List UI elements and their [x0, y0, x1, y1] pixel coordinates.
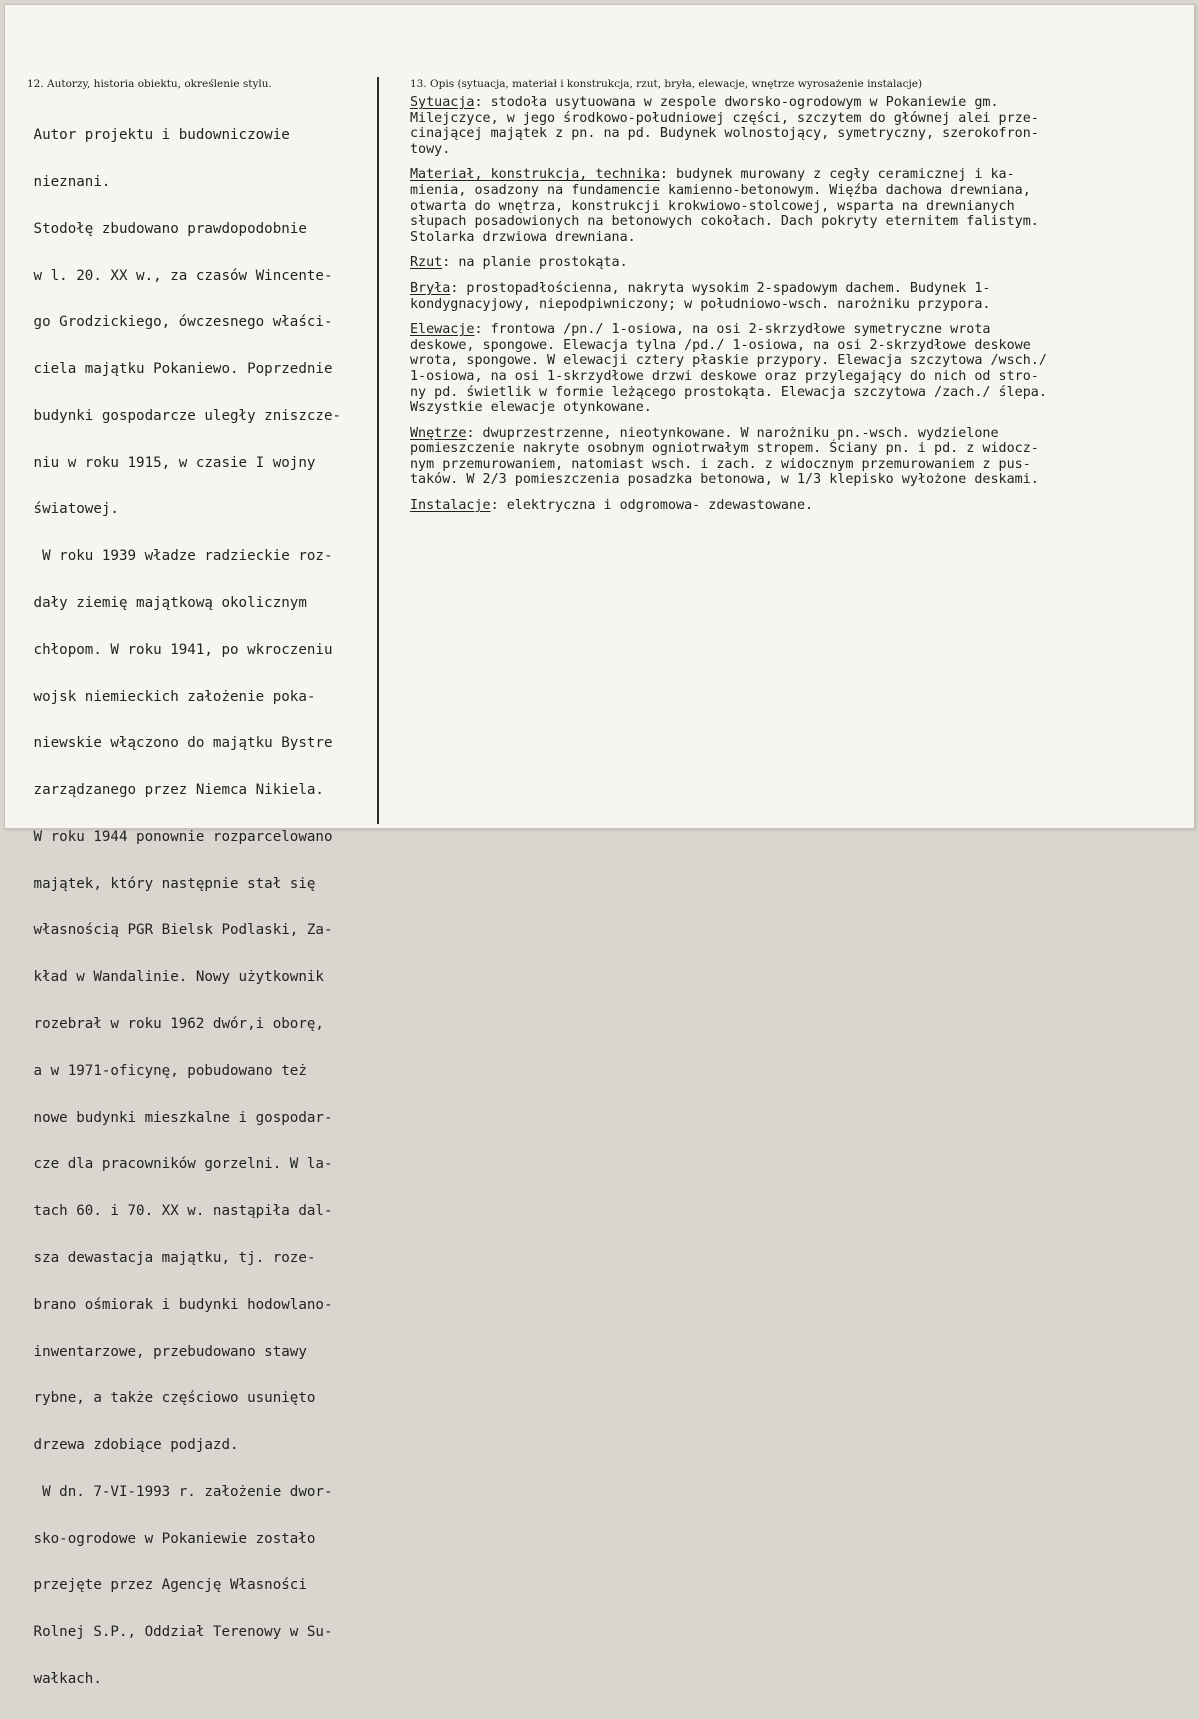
section-first-line: : na planie prostokąta. — [442, 255, 628, 271]
history-line: inwentarzowe, przebudowano stawy — [25, 1343, 307, 1360]
section-label: Instalacje — [410, 498, 491, 514]
history-line: budynki gospodarcze uległy zniszcze- — [25, 407, 342, 424]
section-first-line: : dwuprzestrzenne, nieotynkowane. W narożniku pn.-wsch. wydzielone — [466, 425, 999, 441]
section-line: wrota, spongowe. W elewacji cztery płaskie przypory. Elewacja szczytowa /wsch./ — [410, 353, 1047, 369]
history-line: W dn. 7-VI-1993 r. założenie dwor- — [25, 1483, 333, 1500]
history-line: nieznani. — [25, 173, 111, 190]
history-line: wojsk niemieckich założenie poka- — [25, 688, 316, 705]
history-line: W roku 1939 władze radzieckie roz- — [25, 548, 333, 565]
right-column-heading: 13. Opis (sytuacja, materiał i konstrukcja, rzut, bryła, elewacje, wnętrze wyrosażenie instalacje) — [410, 78, 923, 90]
section-label: Sytuacja — [410, 95, 475, 110]
section-bryla — [410, 281, 1185, 312]
document-card — [4, 4, 1195, 1687]
section-first-line: : elektryczna i odgromowa- zdewastowane. — [490, 498, 814, 514]
section-label: Elewacje — [410, 322, 475, 338]
section-label: Wnętrze — [410, 425, 467, 441]
section-line: nym przemurowaniem, natomiast wsch. i zach. z widocznym przemurowaniem z pus- — [410, 456, 1031, 472]
section-line: deskowe, spongowe. Elewacja tylna /pd./ 1-osiowa, na osi 2-skrzydłowe deskowe — [410, 337, 1031, 353]
section-label: Materiał, konstrukcja, technika — [410, 167, 660, 183]
history-line: kład w Wandalinie. Nowy użytkownik — [25, 969, 324, 986]
section-line: mienia, osadzony na fundamencie kamienno-betonowym. Więźba dachowa drewniana, — [410, 182, 1031, 198]
section-instalacje — [410, 498, 1185, 514]
history-line: a w 1971-oficynę, pobudowano też — [25, 1062, 307, 1079]
section-line: cinającej majątek z pn. na pd. Budynek wolnostojący, symetryczny, szerokofron- — [410, 126, 1039, 142]
history-line: drzewa zdobiące podjazd. — [25, 1437, 239, 1454]
history-line: chłopom. W roku 1941, po wkroczeniu — [25, 641, 333, 658]
section-first-line: : budynek murowany z cegły ceramicznej i ka- — [659, 167, 1015, 183]
history-line: własnością PGR Bielsk Podlaski, Za- — [25, 922, 333, 939]
history-line: światowej. — [25, 501, 119, 518]
history-line: rybne, a także częściowo usunięto — [25, 1390, 316, 1407]
history-line: rozebrał w roku 1962 dwór,i oborę, — [25, 1016, 324, 1033]
section-sytuacja — [410, 95, 1185, 157]
section-line: pomieszczenie nakryte osobnym ogniotrwałym stropem. Ściany pn. i pd. z widocz- — [410, 441, 1039, 457]
history-line: W roku 1944 ponownie rozparcelowano — [25, 828, 333, 845]
history-line: wałkach. — [25, 1670, 102, 1687]
history-line: przejęte przez Agencję Własności — [25, 1577, 307, 1594]
history-line: nowe budynki mieszkalne i gospodar- — [25, 1109, 333, 1126]
section-line: Wszystkie elewacje otynkowane. — [410, 400, 652, 416]
history-line: majątek, który następnie stał się — [25, 875, 316, 892]
history-line: Rolnej S.P., Oddział Terenowy w Su- — [25, 1624, 333, 1641]
section-line: kondygnacyjowy, niepodpiwniczony; w południowo-wsch. narożniku przypora. — [410, 296, 991, 312]
column-divider — [377, 77, 379, 824]
history-line: brano ośmiorak i budynki hodowlano- — [25, 1296, 333, 1313]
section-first-line: : stodoła usytuowana w zespole dworsko-ogrodowym w Pokaniewie gm. — [474, 95, 999, 110]
history-line: cze dla pracowników gorzelni. W la- — [25, 1156, 333, 1173]
section-line: Stolarka drzwiowa drewniana. — [410, 229, 636, 245]
section-first-line: : prostopadłościenna, nakryta wysokim 2-spadowym dachem. Budynek 1- — [450, 280, 991, 296]
section-label: Bryła — [410, 280, 451, 296]
history-line: sza dewastacja majątku, tj. roze- — [25, 1249, 316, 1266]
section-line: otwarta do wnętrza, konstrukcji krokwiowo-stolcowej, wsparta na drewnianych — [410, 198, 1015, 214]
section-line: taków. W 2/3 pomieszczenia posadzka betonowa, w 1/3 klepisko wyłożone deskami. — [410, 472, 1039, 488]
history-line: dały ziemię majątkową okolicznym — [25, 595, 307, 611]
history-line: w l. 20. XX w., za czasów Wincente- — [25, 267, 333, 284]
section-line: Milejczyce, w jego środkowo-południowej części, szczytem do głównej alei prze- — [410, 110, 1039, 126]
history-line: Stodołę zbudowano prawdopodobnie — [25, 220, 307, 237]
section-label: Rzut — [410, 255, 443, 271]
description-text — [410, 95, 1185, 524]
history-text — [25, 97, 377, 1719]
section-line: 1-osiowa, na osi 1-skrzydłowe drzwi deskowe oraz przylegający do nich od stro- — [410, 368, 1039, 384]
history-line: niu w roku 1915, w czasie I wojny — [25, 454, 316, 471]
history-line: ciela majątku Pokaniewo. Poprzednie — [25, 361, 333, 378]
history-line: niewskie włączono do majątku Bystre — [25, 735, 333, 752]
section-line: towy. — [410, 141, 451, 157]
history-line: go Grodzickiego, ówczesnego właści- — [25, 314, 333, 331]
history-line: sko-ogrodowe w Pokaniewie zostało — [25, 1530, 316, 1547]
section-wnetrze — [410, 426, 1185, 488]
history-line: tach 60. i 70. XX w. nastąpiła dal- — [25, 1203, 333, 1220]
history-line: Autor projektu i budowniczowie — [25, 127, 290, 144]
left-column-heading: 12. Autorzy, historia obiektu, określenie stylu. — [27, 78, 272, 90]
section-rzut — [410, 255, 1185, 271]
section-first-line: : frontowa /pn./ 1-osiowa, na osi 2-skrzydłowe symetryczne wrota — [474, 322, 991, 338]
history-line: zarządzanego przez Niemca Nikiela. — [25, 782, 324, 799]
section-line: ny pd. świetlik w formie leżącego prostokąta. Elewacja szczytowa /zach./ ślepa. — [410, 384, 1047, 400]
section-line: słupach posadowionych na betonowych cokołach. Dach pokryty eternitem falistym. — [410, 214, 1039, 230]
section-material — [410, 167, 1185, 245]
section-elewacje — [410, 322, 1185, 416]
